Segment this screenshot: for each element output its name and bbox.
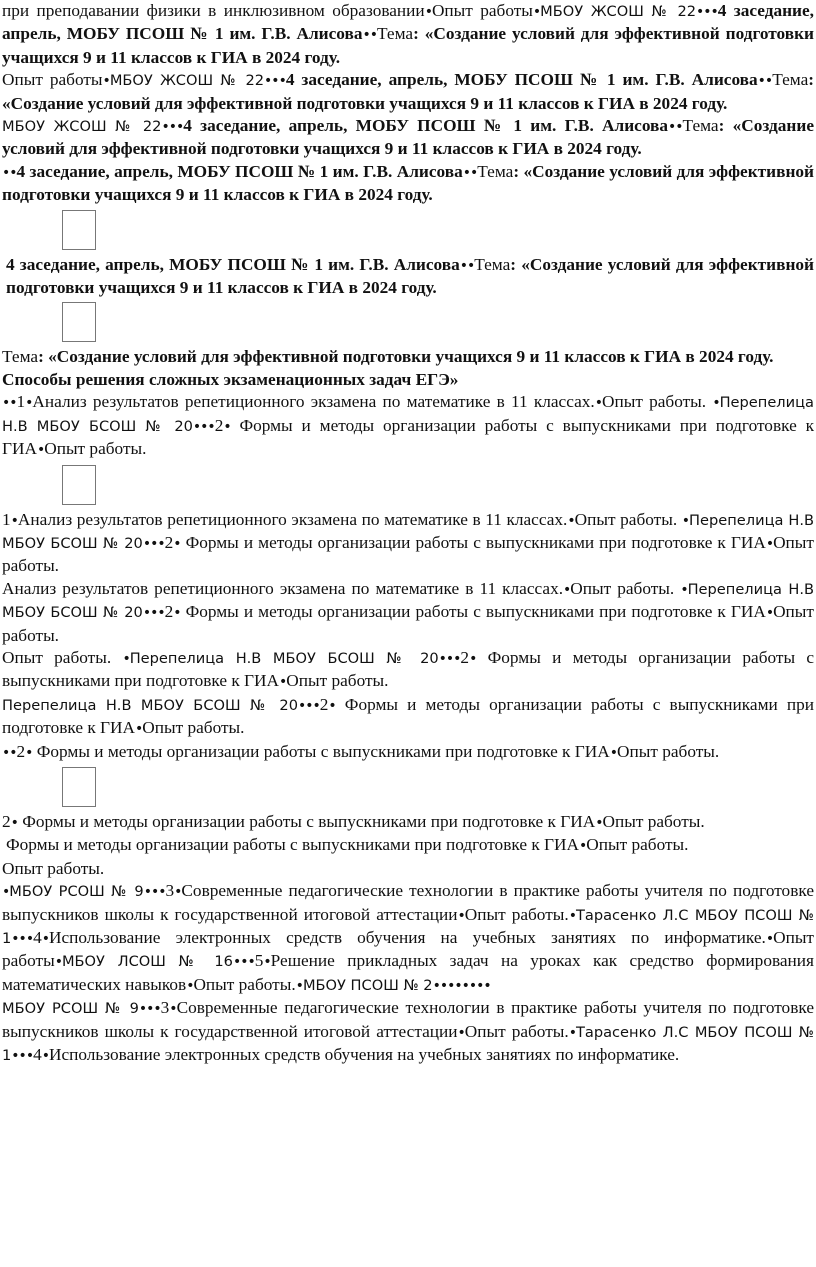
image-placeholder — [62, 210, 96, 250]
text-run: «Создание условий для эффективной подготовки учащихся 9 и 11 классов к ГИА в 2024 году. — [2, 93, 728, 113]
bullet-icon: • — [10, 814, 18, 831]
text-run: 5 — [254, 951, 264, 971]
bullet-icon: • — [186, 977, 194, 994]
bullet-icon: • — [223, 418, 231, 435]
bullet-icon: • — [173, 535, 181, 552]
bullet-icon: • — [568, 1024, 576, 1041]
text-run: Формы и методы организации работы с выпускниками при подготовке к ГИА — [2, 415, 814, 459]
text-run: Использование электронных средств обучения на учебных занятиях по информатике. — [48, 1045, 680, 1065]
text-run: 4 заседание, апрель, МОБУ ПСОШ № 1 им. Г.В. Алисова — [183, 116, 669, 136]
text-run: Опыт работы. — [2, 647, 123, 667]
text-run: 4 заседание, апрель, МОБУ ПСОШ № 1 им. Г.В. Алисова — [2, 1, 815, 44]
bullet-icon: • — [36, 442, 45, 459]
bullet-icon: ••• — [11, 931, 34, 947]
text-run: Тема — [477, 161, 514, 181]
bullet-icon: • — [681, 512, 690, 529]
paragraph-8 — [2, 578, 814, 647]
bullet-icon: • — [41, 1048, 49, 1065]
text-run: Перепелица Н.В МБОУ БСОШ № 20 — [2, 696, 298, 714]
text-run: : — [510, 254, 522, 274]
text-run: Перепелица Н.В МБОУ БСОШ № 20 — [2, 394, 814, 435]
text-run: : — [808, 70, 815, 90]
bullet-icon: • — [173, 605, 181, 622]
text-run: Формы и методы организации работы с выпускниками при подготовке к ГИА — [17, 811, 596, 831]
bullet-icon: • — [174, 884, 182, 901]
text-run: 2 — [214, 415, 224, 435]
text-run: Тема — [474, 254, 511, 274]
text-run: Анализ результатов репетиционного экзамена по математике в 11 классах. — [2, 578, 564, 598]
text-run: Формы и методы организации работы с выпускниками при подготовке к ГИА — [2, 647, 815, 691]
text-run: «Создание условий для эффективной подготовки учащихся 9 и 11 классов к ГИА в 2024 году. — [2, 161, 815, 205]
text-run: 3 — [160, 998, 170, 1018]
bullet-icon: • — [102, 73, 110, 90]
text-run: 4 заседание, апрель, МОБУ ПСОШ № 1 им. Г.В. Алисова — [285, 70, 758, 90]
bullet-icon: •• — [459, 257, 475, 274]
paragraph-9 — [2, 647, 814, 694]
bullet-icon: • — [295, 977, 303, 994]
bullet-icon: • — [568, 907, 576, 924]
text-run: МБОУ ЖСОШ № 22 — [2, 118, 162, 136]
bullet-icon: ••• — [438, 650, 461, 667]
bullet-icon: ••• — [232, 954, 255, 971]
bullet-icon: • — [578, 838, 587, 855]
text-run: 2 — [164, 532, 174, 552]
text-run: : — [718, 116, 733, 136]
bullet-icon: ••• — [264, 73, 286, 90]
text-run: Опыт работы. — [2, 532, 814, 576]
paragraph-13 — [2, 834, 814, 857]
bullet-icon: •••••••• — [432, 977, 491, 994]
text-run: Опыт работы. — [602, 811, 705, 831]
image-placeholder — [62, 767, 96, 807]
text-run: Тема — [682, 116, 719, 136]
text-run: Опыт работы. — [586, 835, 689, 855]
text-run: Тарасенко Л.С МБОУ ПСОШ № 1 — [2, 1023, 814, 1065]
text-run: Опыт работы. — [570, 578, 675, 598]
text-run: при преподавании физики в инклюзивном образовании — [2, 1, 425, 20]
bullet-icon: • — [41, 931, 49, 947]
text-run: 2 — [16, 741, 26, 761]
text-run: : — [38, 347, 49, 367]
text-run: Опыт работы. — [44, 439, 147, 459]
paragraph-7 — [2, 509, 814, 578]
bullet-icon: • — [563, 581, 571, 598]
bullet-icon: • — [328, 697, 336, 714]
bullet-icon: • — [457, 1024, 465, 1041]
text-run: Тема — [2, 347, 39, 367]
text-run: Опыт работы. — [574, 509, 678, 529]
bullet-icon: • — [2, 884, 10, 901]
paragraph-11 — [2, 741, 814, 764]
text-run: 2 — [164, 602, 174, 622]
text-run: : — [513, 161, 524, 181]
text-run: Опыт работы. — [142, 718, 245, 738]
text-run: Современные педагогические технологии в практике работы учителя по подготовке выпускников школы к государственной итоговой аттестации — [2, 881, 814, 924]
bullet-icon: • — [469, 650, 477, 667]
bullet-icon: •• — [668, 119, 683, 136]
bullet-icon: • — [765, 605, 774, 622]
text-run: МБОУ РСОШ № 9 — [2, 1000, 139, 1018]
bullet-icon: • — [263, 954, 271, 971]
paragraph-3 — [2, 115, 814, 161]
bullet-icon: • — [54, 954, 62, 971]
bullet-icon: ••• — [11, 1048, 34, 1065]
text-run: Формы и методы организации работы с выпускниками при подготовке к ГИА — [180, 532, 766, 552]
text-run: Тарасенко Л.С МБОУ ПСОШ № 1 — [2, 906, 814, 947]
paragraph-6 — [2, 346, 814, 461]
text-run: МБОУ ЖСОШ № 22 — [540, 3, 697, 20]
text-run: Формы и методы организации работы с выпускниками при подготовке к ГИА — [6, 835, 579, 855]
bullet-icon: • — [532, 4, 541, 20]
bullet-icon: • — [765, 535, 774, 552]
bullet-icon: •• — [462, 164, 478, 181]
text-run: МБОУ ЛСОШ № 16 — [61, 953, 233, 971]
text-run: «Создание условий для эффективной подготовки учащихся 9 и 11 классов к ГИА в 2024 году. — [6, 254, 815, 298]
bullet-icon: ••• — [143, 884, 166, 901]
text-run: 4 заседание, апрель, МОБУ ПСОШ № 1 им. Г.В. Алисова — [16, 161, 463, 181]
image-placeholder — [62, 302, 96, 342]
text-run: 2 — [460, 647, 470, 667]
bullet-icon: • — [765, 931, 774, 947]
bullet-icon: • — [10, 512, 18, 529]
bullet-icon: • — [595, 814, 603, 831]
text-run: Решение прикладных задач на уроках как средство формирования математических навыков — [2, 951, 815, 994]
paragraph-16 — [2, 997, 814, 1067]
bullet-icon: • — [457, 907, 465, 924]
image-placeholder — [62, 465, 96, 505]
bullet-icon: ••• — [696, 4, 718, 20]
bullet-icon: •• — [362, 27, 377, 44]
text-run: Анализ результатов репетиционного экзамена по математике в 11 классах. — [32, 392, 595, 412]
bullet-icon: ••• — [161, 119, 184, 136]
bullet-icon: • — [122, 650, 130, 667]
bullet-icon: • — [279, 674, 287, 691]
bullet-icon: ••• — [298, 697, 320, 714]
bullet-icon: • — [169, 1001, 177, 1018]
text-run: Способы решения сложных экзаменационных задач ЕГЭ» — [2, 369, 459, 389]
paragraph-14 — [2, 858, 814, 880]
text-run: Опыт работы. — [193, 974, 296, 994]
bullet-icon: • — [609, 744, 617, 761]
bullet-icon: ••• — [138, 1001, 161, 1018]
text-run: 1 — [16, 392, 26, 412]
text-run: Перепелица Н.В МБОУ БСОШ № 20 — [129, 649, 439, 667]
text-run: : — [413, 24, 425, 44]
text-run: Формы и методы организации работы с выпускниками при подготовке к ГИА — [2, 694, 814, 738]
bullet-icon: ••• — [192, 418, 215, 435]
text-run: 2 — [2, 811, 11, 831]
text-run: 4 — [33, 1045, 42, 1065]
text-run: Опыт работы. — [464, 904, 569, 924]
bullet-icon: •• — [2, 744, 17, 761]
text-run: МБОУ ПСОШ № 2 — [302, 976, 433, 994]
text-run: Анализ результатов репетиционного экзамена по математике в 11 классах. — [17, 509, 568, 529]
text-run: 2 — [319, 694, 329, 714]
paragraph-10 — [2, 694, 814, 741]
text-run: МБОУ РСОШ № 9 — [9, 883, 144, 901]
text-run: 4 заседание, апрель, МОБУ ПСОШ № 1 им. Г.В. Алисова — [6, 254, 460, 274]
text-run: Современные педагогические технологии в практике работы учителя по подготовке выпускников школы к государственной итоговой аттестации — [2, 998, 814, 1041]
text-run: Опыт работы. — [286, 671, 389, 691]
text-run: Перепелица Н.В МБОУ БСОШ № 20 — [2, 511, 815, 552]
bullet-icon: ••• — [142, 535, 165, 552]
bullet-icon: • — [25, 395, 33, 412]
text-run: «Создание условий для эффективной подготовки учащихся 9 и 11 классов к ГИА в 2024 году. — [2, 116, 815, 159]
text-run: Формы и методы организации работы с выпускниками при подготовке к ГИА — [32, 741, 610, 761]
bullet-icon: • — [567, 512, 575, 529]
bullet-icon: ••• — [142, 605, 165, 622]
text-run: «Создание условий для эффективной подготовки учащихся 9 и 11 классов к ГИА в 2024 году. — [2, 24, 814, 67]
text-run: Перепелица Н.В МБОУ БСОШ № 20 — [2, 580, 814, 622]
bullet-icon: • — [680, 581, 688, 598]
bullet-icon: • — [424, 4, 432, 20]
text-run: 4 — [33, 928, 42, 947]
paragraph-4 — [2, 161, 814, 207]
text-run: Опыт работы — [2, 70, 103, 90]
text-run: 1 — [2, 509, 11, 529]
text-run: Тема — [772, 70, 809, 90]
text-run: Использование электронных средств обучения на учебных занятиях по информатике. — [48, 928, 766, 947]
bullet-icon: • — [712, 395, 720, 412]
text-run: Опыт работы — [431, 1, 533, 20]
text-run: Опыт работы. — [2, 858, 105, 878]
text-run: Опыт работы. — [617, 741, 720, 761]
text-run: Тема — [377, 24, 414, 44]
paragraph-12 — [2, 811, 814, 834]
bullet-icon: • — [594, 395, 602, 412]
paragraph-1 — [2, 0, 814, 69]
text-run: Опыт работы. — [464, 1021, 569, 1041]
bullet-icon: •• — [2, 164, 17, 181]
paragraph-5 — [2, 254, 814, 300]
text-run: «Создание условий для эффективной подготовки учащихся 9 и 11 классов к ГИА в 2024 году. — [48, 347, 774, 367]
bullet-icon: •• — [757, 73, 773, 90]
text-run: Формы и методы организации работы с выпускниками при подготовке к ГИА — [180, 602, 766, 622]
bullet-icon: •• — [2, 395, 17, 412]
text-run: МБОУ ЖСОШ № 22 — [109, 72, 265, 90]
bullet-icon: • — [25, 744, 33, 761]
text-run: Опыт работы — [2, 928, 814, 971]
text-run: 3 — [165, 881, 175, 901]
text-run: Опыт работы. — [2, 602, 814, 645]
text-run: Опыт работы. — [601, 392, 707, 412]
paragraph-2 — [2, 69, 814, 115]
paragraph-15 — [2, 880, 814, 997]
bullet-icon: • — [135, 721, 143, 738]
